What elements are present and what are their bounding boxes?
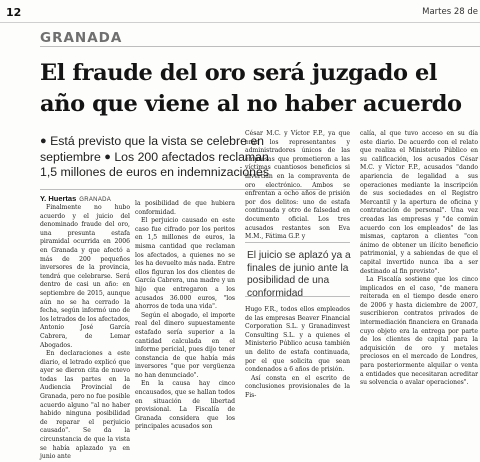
paragraph: Hugo F.R., todos ellos empleados de las empresas Beaver Financial Corporation S.L. y Granadinvest Consulting S.L. y a quienes el Ministerio Público acusa también un delito de estafa continuada, por el que solicita que sean condenados a 6 años de prisión. xyxy=(245,306,350,374)
author: Y. Huertas xyxy=(40,194,77,203)
paragraph: La Fiscalía sostiene que los cinco implicados en el caso, "de manera reiterada en el tiempo desde enero de 2006 y hasta diciembre de 2007, suscribieron contratos privados de intermediación financiera en Granada cuyo objeto era la entrega por parte de los clientes de capital para la adquisición de oro y metales preciosos en el mercado de Londres, para posteriormente alquilar o venta a entidades que necesitaran acreditar su solvencia o avalar operaciones". xyxy=(360,276,478,387)
page-header-bar xyxy=(0,0,480,23)
column-3-lower xyxy=(245,306,350,406)
headline xyxy=(40,58,480,120)
pullquote-top-rule xyxy=(245,242,350,243)
column-3-upper xyxy=(245,130,350,241)
pullquote: El juicio se aplazó ya a finales de junio ante la posibilidad de una conformidad xyxy=(247,250,351,299)
dateline: Martes 28 de xyxy=(422,7,478,17)
paragraph: En declaraciones a este diario, el letrado explicó que ayer se dieron cita de nuevo todas las partes en la Audiencia Provincial de Granada, pero no fue posible acuerdo alguno "al no haber habido ninguna posibilidad de reparar el perjuicio causado". Se da la circunstancia de que la vista se había aplazado ya en junio ante xyxy=(40,350,130,461)
paragraph: César M.C. y Víctor F.P., ya que eran los representantes y administradores únicos de las empresas que prometieron a las víctimas cuantiosos beneficios si invertían en la compraventa de oro electrónico. Ambos se enfrentan a ocho años de prisión por dos delitos: uno de estafa continuada y otro de falsedad en documento oficial. Los tres acusados restantes son Eva M.M., Fátima G.P. y xyxy=(245,130,350,241)
subhead-text-2b: Los 200 afectados reclaman xyxy=(114,149,269,164)
section-label: GRANADA xyxy=(40,30,123,46)
paragraph: Finalmente no hubo acuerdo y el juicio del denominado fraude del oro, una presunta estafa piramidal ocurrida en 2006 en Granada y que afectó a más de 200 pequeños inversores de la provincia, tendrá que celebrarse. Será dentro de casi un año: en septiembre de 2015, aunque aún no se ha cerrado la fecha, según informó uno de los letrados de los afectados, Antonio José García Cabrera, de Lemar Abogados. xyxy=(40,204,130,349)
article-column-1 xyxy=(40,204,130,461)
headline-line-1: El fraude del oro será juzgado el xyxy=(40,60,438,86)
paragraph: El perjuicio causado en este caso fue cifrado por los peritos en 1,5 millones de euros, la misma cantidad que reclaman los afectados, a quienes no se les ha devuelto más nada. Entre ellos figuran los dos clientes de García Cabrera, una madre y un hijo que entregaron a los acusados 36.000 euros, "los ahorros de toda una vida". xyxy=(135,217,235,311)
article-column-2 xyxy=(135,200,235,431)
byline xyxy=(40,194,111,203)
page-number: 12 xyxy=(6,6,22,19)
paragraph: calía, al que tuvo acceso en su día este diario. De acuerdo con el relato que realiza el Ministerio Público en su calificación, los acusados César M.C. y Víctor F.P., acusados "dando apariencia de legalidad a sus operaciones mediante la inscripción de sus sociedades en el Registro Mercantil y la apertura de oficina y contratación de personal". Una vez creadas las empresas y "de común acuerdo con los empleados" de las mismas, captaron a clientes "con ánimo de obtener un ilícito beneficio patrimonial, y a sabiendas de que el capital invertido nunca iba a ser destinado al fin previsto". xyxy=(360,130,478,275)
paragraph: Según el abogado, el importe real del dinero supuestamente estafado sería superior a la cantidad calculada en el informe pericial, pues dijo tener constancia de que había más inversores "que por vergüenza no han denunciado". xyxy=(135,311,235,379)
paragraph: Así consta en el escrito de conclusiones provisionales de la Fis- xyxy=(245,374,350,399)
article-column-4 xyxy=(360,130,478,406)
section-divider xyxy=(40,46,480,47)
subhead-text-1: Está previsto que la vista se celebre en xyxy=(50,134,265,148)
bullet-icon: ● xyxy=(104,150,111,163)
paragraph: En la causa hay cinco encausados, que se hallan todos en situación de libertad provisional. La Fiscalía de Granada considera que los principales acusados son xyxy=(135,380,235,431)
byline-place: GRANADA xyxy=(79,197,112,203)
pullquote-bottom-rule xyxy=(245,296,350,297)
headline-line-2: año que viene al no haber acuerdo xyxy=(40,91,462,117)
subhead-line-3: 1,5 millones de euros en indemnizaciones xyxy=(40,165,269,179)
subhead-text-2: septiembre xyxy=(40,149,101,164)
paragraph: la posibilidad de que hubiera conformidad. xyxy=(135,200,235,216)
bullet-icon: ● xyxy=(40,135,47,147)
